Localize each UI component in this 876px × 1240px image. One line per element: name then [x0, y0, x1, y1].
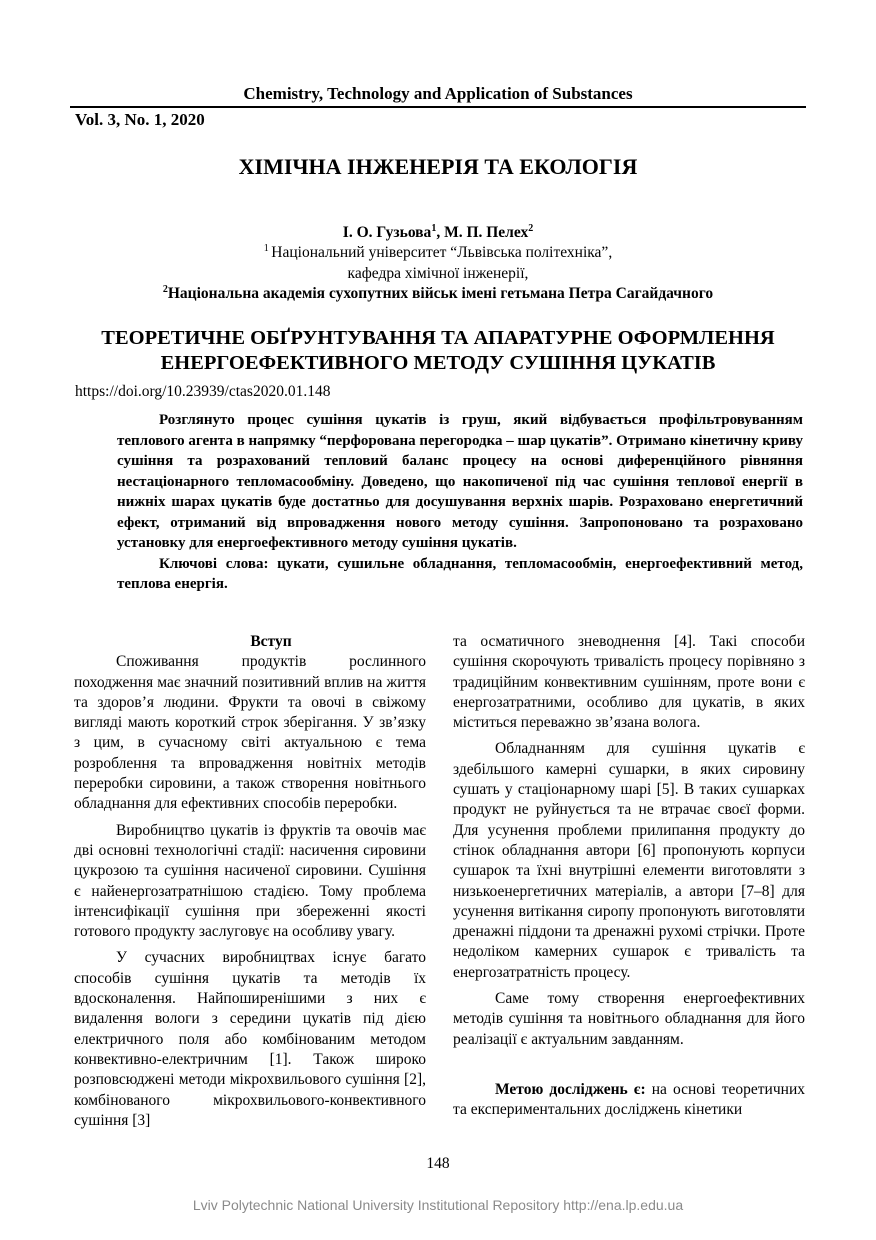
affiliation-2-text: Національна академія сухопутних військ імені гетьмана Петра Сагайдачного [167, 285, 714, 302]
keywords: Ключові слова: цукати, сушильне обладнання, тепломасообмін, енергоефективний метод, теплова енергія. [117, 555, 803, 592]
header-divider [70, 106, 806, 108]
affiliation-1-line-1 [0, 244, 876, 262]
author-1: І. О. Гузьова [342, 224, 432, 241]
author-separator: , [436, 224, 445, 241]
affiliation-2 [0, 285, 876, 303]
article-title-line-1: ТЕОРЕТИЧНЕ ОБҐРУНТУВАННЯ ТА АПАРАТУРНЕ ОФОРМЛЕННЯ [101, 327, 775, 349]
page-number: 148 [426, 1155, 450, 1172]
aim-text: на основі теоретичних та експериментальних досліджень кінетики [453, 1080, 805, 1119]
paragraph-aim [453, 1080, 805, 1121]
article-title-line-2: ЕНЕРГОЕФЕКТИВНОГО МЕТОДУ СУШІННЯ ЦУКАТІВ [160, 352, 716, 374]
repository-footer: Lviv Polytechnic National University Institutional Repository http://ena.lp.edu.ua [192, 1197, 684, 1213]
author-2-sup: 2 [528, 222, 534, 234]
authors [0, 224, 876, 242]
author-2: М. П. Пелех [444, 224, 529, 241]
volume-info: Vol. 3, No. 1, 2020 [75, 110, 205, 129]
paragraph: Споживання продуктів рослинного походження має значний позитивний вплив на життя та здоров’я людини. Фрукти та овочі в свіжому вигляді мають короткий строк зберігання. У зв’язку з цим, в сучасному світі актуальною є тема розроблення та впровадження новітніх методів переробки сировини, а також створення новітнього обладнання для ефективних способів переробки. [74, 653, 426, 813]
affiliation-1-sup: 1 [263, 242, 272, 254]
paragraph: Саме тому створення енергоефективних методів сушіння та новітнього обладнання для його реалізації є актуальним завданням. [453, 990, 805, 1048]
intro-heading: Вступ [250, 633, 292, 650]
article-title [0, 326, 876, 376]
author-1-sup: 1 [431, 222, 437, 234]
abstract [117, 410, 803, 595]
paragraph: Виробництво цукатів із фруктів та овочів має дві основні технологічні стадії: насичення сировини цукрозою та сушіння насиченої сировини. Сушіння є найенергозатратнішою стадією. Тому проблема інтенсифікації сушіння при збереженні якості готового продукту заслуговує на особливу увагу. [74, 821, 426, 941]
paragraph: Обладнанням для сушіння цукатів є здебільшого камерні сушарки, в яких сировину сушать у стаціонарному шарі [5]. В таких сушарках продукт не руйнується та не втрачає своєї форми. Для усунення проблеми прилипання продукту до стінок обладнання автори [6] пропонують корпуси сушарок та їхні внутрішні елементи виготовляти з низькоенергетичних матеріалів, а автори [7–8] для усунення витікання сиропу пропонують виготовляти дренажні піддони та дренажні рухомі стрічки. Проте недоліком камерних сушарок є тривалість та енергозатратність процесу. [453, 740, 805, 981]
journal-title: Chemistry, Technology and Application of Substances [243, 84, 633, 103]
section-title: ХІМІЧНА ІНЖЕНЕРІЯ ТА ЕКОЛОГІЯ [238, 154, 638, 179]
paragraph: У сучасних виробництвах існує багато способів сушіння цукатів та методів їх вдосконалення. Найпоширенішими з них є видалення вологи з середини цукатів під дією електричного поля або комбінованим методом конвективно-електричним [1]. Також широко розповсюджені методи мікрохвильового сушіння [2], комбінованого мікрохвильового-конвективного сушіння [3] [74, 949, 426, 1129]
doi-link[interactable]: https://doi.org/10.23939/ctas2020.01.148 [75, 383, 331, 400]
aim-label: Метою досліджень є: [495, 1080, 646, 1098]
right-column [453, 632, 805, 1121]
affiliation-1-line-2: кафедра хімічної інженерії, [347, 265, 529, 282]
affiliation-2-sup: 2 [162, 283, 168, 295]
affiliation-1-text: Національний університет “Львівська політехніка”, [271, 244, 613, 261]
left-column [74, 632, 426, 1131]
abstract-text: Розглянуто процес сушіння цукатів із груш, який відбувається профільтровуванням теплового агента в напрямку “перфорована перегородка – шар цукатів”. Отримано кінетичну криву сушіння та розрахований тепловий баланс процесу на основі диференційного рівняння нестаціонарного тепломасообміну. Доведено, що накопиченої під час сушіння теплової енергії в нижніх шарах цукатів буде достатньо для досушування верхніх шарів. Розраховано енергетичний ефект, отриманий від впровадження нового методу сушіння. Запропоновано та розраховано установку для енергоефективного методу сушіння цукатів. [117, 412, 804, 551]
paragraph: та осматичного зневоднення [4]. Такі способи сушіння скорочують тривалість процесу порівняно з традиційним конвективним сушінням, проте вони є енергозатратними, особливо для цукатів, в яких міститься переважно зв’язана волога. [453, 633, 805, 732]
